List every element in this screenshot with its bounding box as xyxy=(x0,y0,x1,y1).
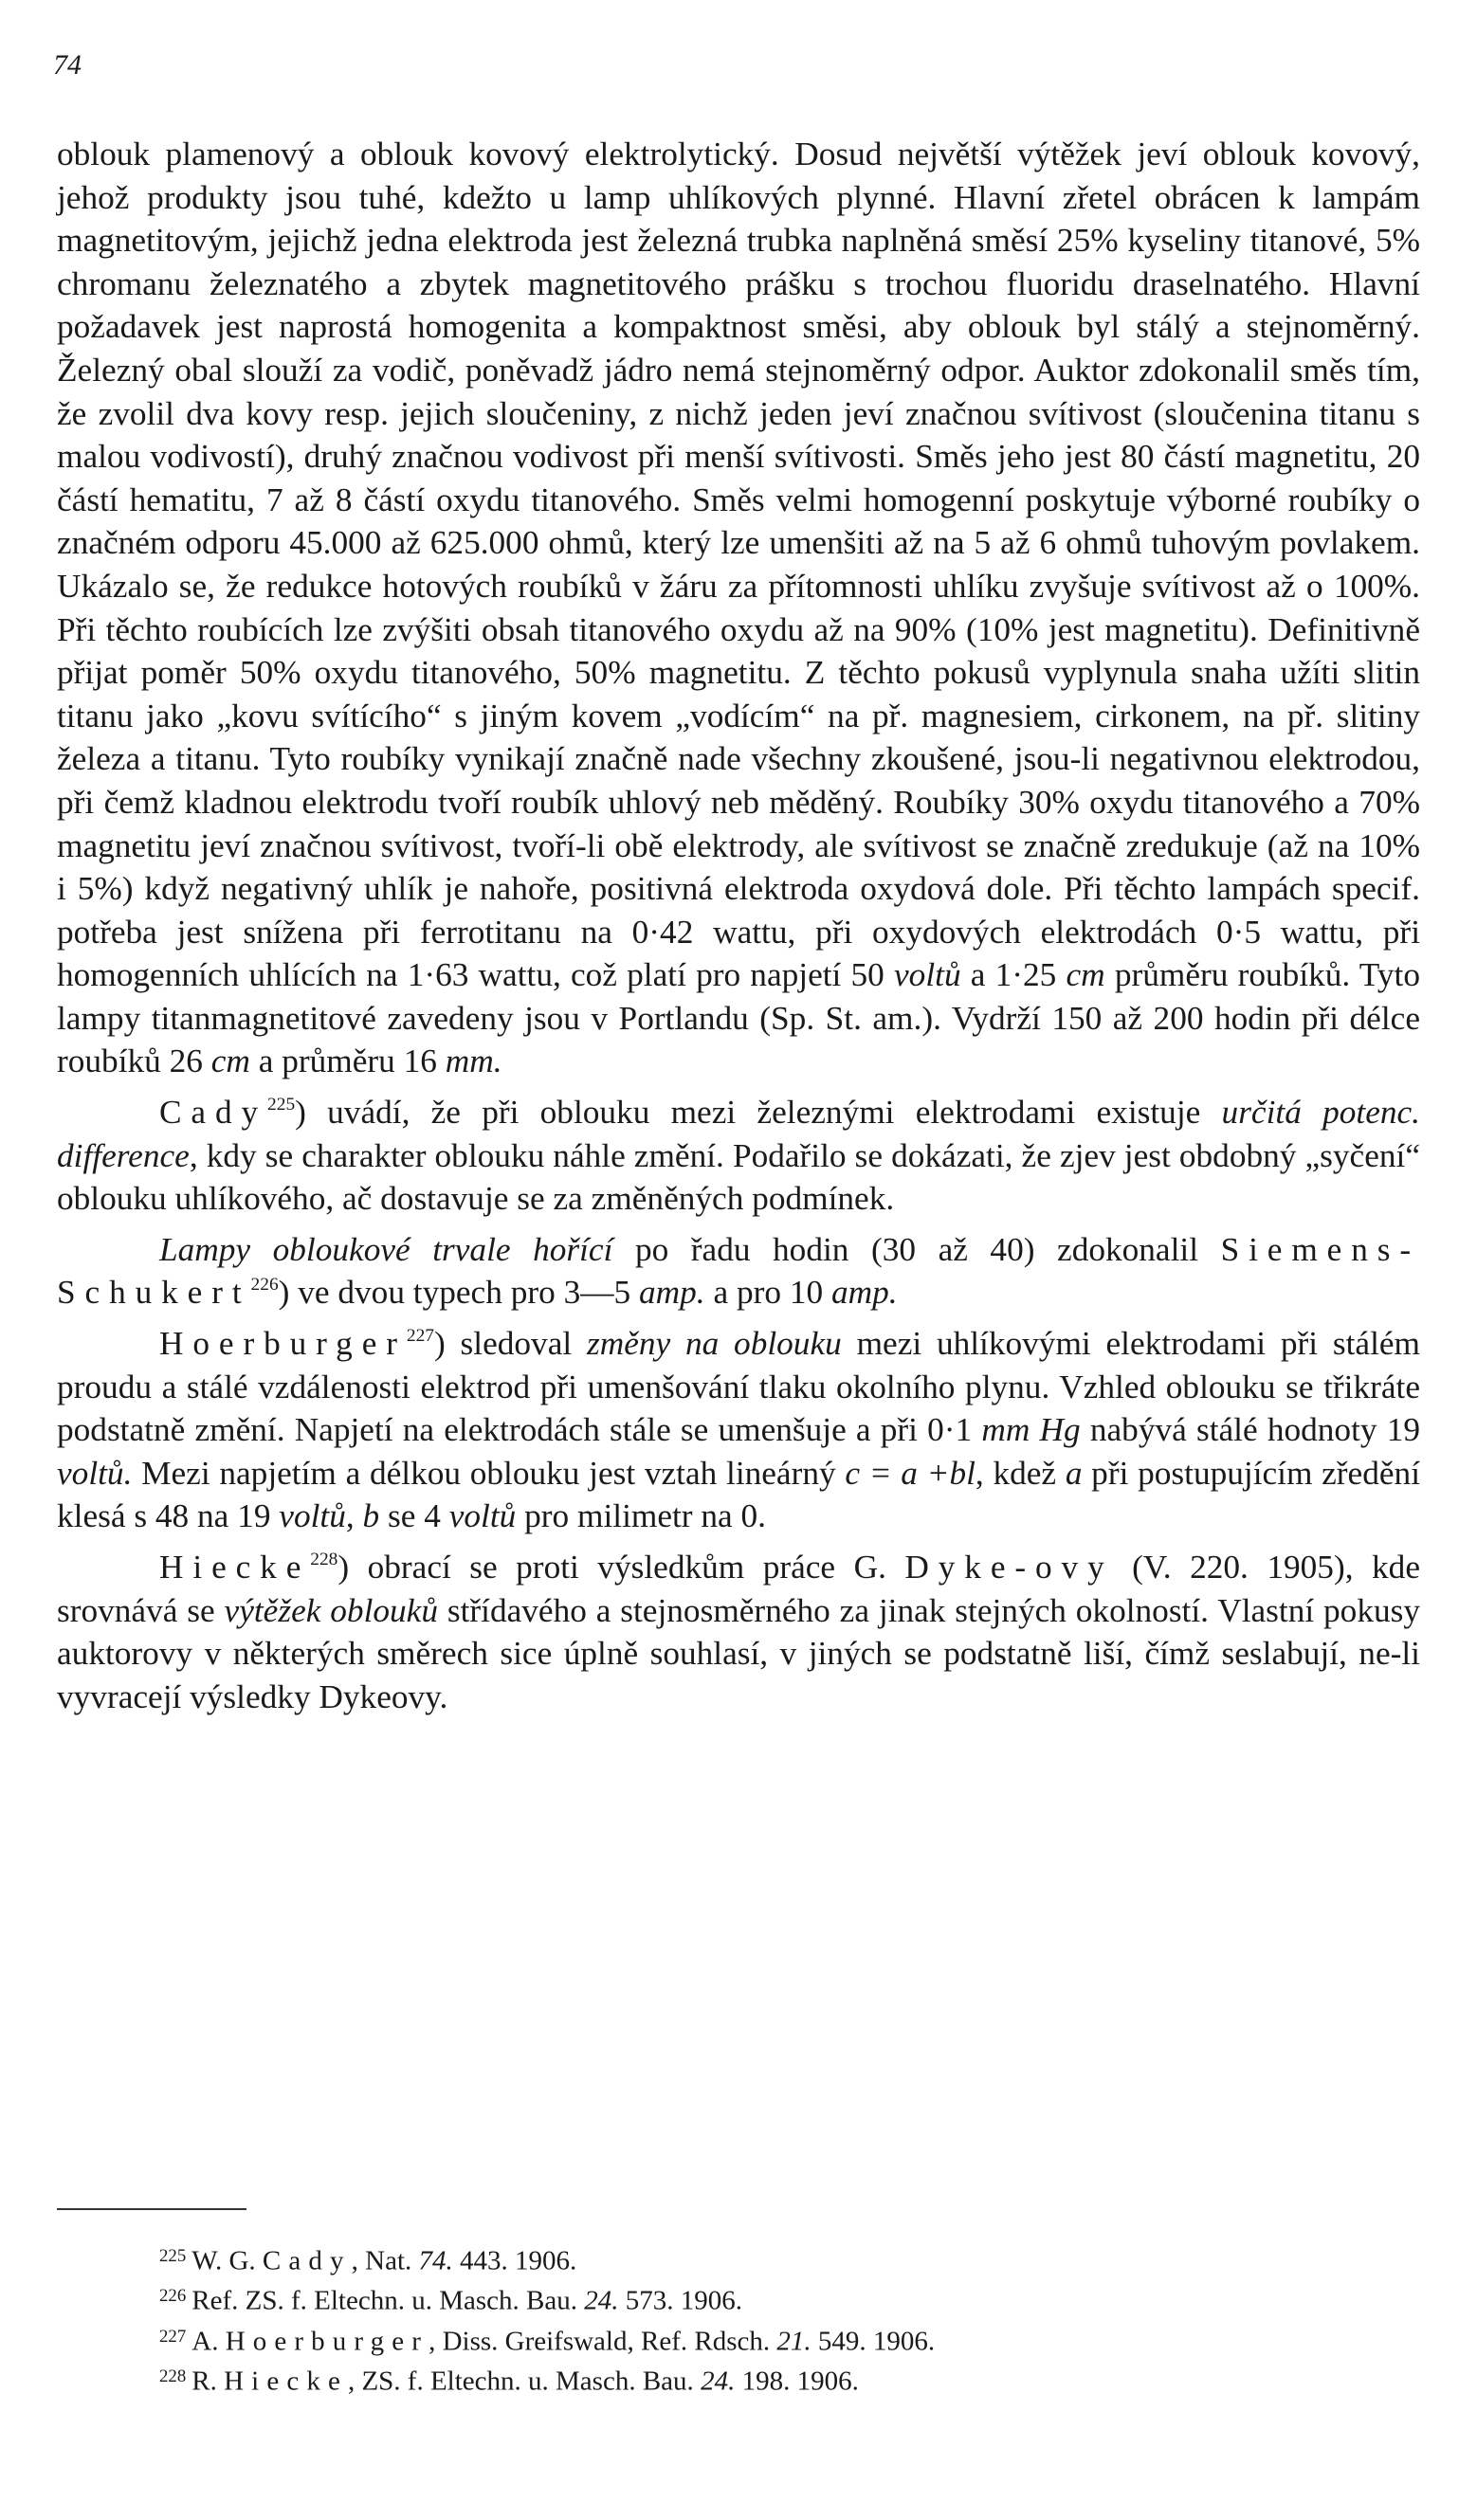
text-run: cm xyxy=(1066,956,1105,994)
text-run: Hoerburger xyxy=(159,1325,407,1363)
footnote-number: 227 xyxy=(159,2326,187,2347)
footnote-text xyxy=(191,2366,859,2397)
footnote-ref: 227 xyxy=(406,1326,434,1347)
text-run: 573. 1906. xyxy=(618,2285,742,2316)
text-run: R. xyxy=(191,2366,225,2397)
text-run: střídavého a stejnosměrného za jinak stejných okolností. Vlastní pokusy auktorovy v některých směrech sice úplně souhlasí, v jiných se podstatně liší, čímž seslabují, ne-li vyvracejí výsledky Dykeovy. xyxy=(57,1591,1421,1715)
text-run: nabývá stálé hodnoty 19 xyxy=(1080,1411,1420,1449)
text-run: Ref. ZS. f. Eltechn. u. Masch. Bau. xyxy=(191,2285,585,2316)
text-run: W. G. xyxy=(191,2245,263,2276)
footnote-text xyxy=(191,2326,935,2356)
text-run: amp. xyxy=(830,1274,898,1312)
text-run: 549. 1906. xyxy=(811,2326,936,2357)
text-run: Lampy obloukové trvale hořící xyxy=(159,1230,613,1268)
text-run: voltů. xyxy=(57,1454,133,1492)
text-run: Cady xyxy=(262,2245,352,2276)
paragraph xyxy=(57,1228,1420,1314)
text-run: voltů xyxy=(279,1497,346,1535)
text-run: změny na oblouku xyxy=(586,1325,842,1363)
text-run: voltů xyxy=(894,956,961,994)
footnote xyxy=(159,2239,1392,2278)
text-run: b xyxy=(362,1497,380,1535)
text-run: A. xyxy=(191,2326,226,2357)
paragraph xyxy=(57,1322,1420,1538)
text-run: 443. 1906. xyxy=(452,2245,577,2276)
text-run: 24. xyxy=(584,2285,619,2316)
footnote-number: 226 xyxy=(159,2286,187,2307)
text-run: mm. xyxy=(445,1042,502,1080)
text-run: mezi uhlíkovými elektrodami při stálém proudu a stálé vzdálenosti elektrod při umenšování tlaku okolního plynu. Vzhled oblouku se třikráte podstatně změní. Napjetí na elektrodách stále se umenšuje a při 0·1 xyxy=(57,1325,1421,1449)
text-run: oblouk plamenový a oblouk kovový elektrolytický. Dosud největší výtěžek jeví oblouk kovový, jehož produkty jsou tuhé, kdežto u lamp uhlíkových plynné. Hlavní zřetel obrácen k lampám magnetitovým, jejichž jedna elektroda jest železná trubka naplněná směsí 25% kyseliny titanové, 5% chromanu železnatého a zbytek magnetitového prášku s trochou fluoridu draselnatého. Hlavní požadavek jest naprostá homogenita a kompaktnost směsi, aby oblouk byl stálý a stejnoměrný. Železný obal slouží za vodič, poněvadž jádro nemá stejnoměrný odpor. Auktor zdokonalil směs tím, že zvolil dva kovy resp. jejich sloučeniny, z nichž jeden jeví značnou svítivost (sloučenina titanu s malou vodivostí), druhý značnou vodivost při menší svítivosti. Směs jeho jest 80 částí magnetitu, 20 částí hematitu, 7 až 8 částí oxydu titanového. Směs velmi homogenní poskytuje výborné roubíky o značném odporu 45.000 až 625.000 ohmů, který lze umenšiti až na 5 až 6 ohmů tuhovým povlakem. Ukázalo se, že redukce hotových roubíků v žáru za přítomnosti uhlíku zvyšuje svítivost až o 100%. Při těchto roubících lze zvýšiti obsah titanového oxydu až na 90% (10% jest magnetitu). Definitivně přijat poměr 50% oxydu titanového, 50% magnetitu. Z těchto pokusů vyplynula snaha užíti slitin titanu jako „kovu svítícího“ s jiným kovem „vodícím“ na př. magnesiem, cirkonem, na př. slitiny železa a titanu. Tyto roubíky vynikají značně nade všechny zkoušené, jsou-li negativnou elektrodou, při čemž kladnou elektrodu tvoří roubík uhlový neb měděný. Roubíky 30% oxydu titanového a 70% magnetitu jeví značnou svítivost, tvoří-li obě elektrody, ale svítivost se značně zredukuje (až na 10% i 5%) když negativný uhlík je nahoře, positivná elektroda oxydová dole. Při těchto lampách specif. potřeba jest snížena při ferrotitanu na 0·42 wattu, při oxydových elektrodách 0·5 wattu, při homogenních uhlících na 1·63 wattu, což platí pro napjetí 50 xyxy=(57,136,1420,994)
text-run: Mezi napjetím a délkou oblouku jest vztah lineárný xyxy=(132,1454,846,1492)
text-run: voltů xyxy=(448,1497,517,1535)
text-run: 198. 1906. xyxy=(735,2366,859,2397)
text-run: Hiecke xyxy=(159,1549,311,1586)
footnote-number: 228 xyxy=(159,2366,187,2387)
text-run: 74. xyxy=(418,2245,453,2276)
text-run: ) sledoval xyxy=(434,1325,587,1363)
text-run: c = a +bl xyxy=(845,1454,976,1492)
text-run: se 4 xyxy=(379,1497,449,1535)
body-text xyxy=(57,133,1420,1718)
text-run: při postupujícím zředění klesá s 48 na 19 xyxy=(57,1454,1420,1535)
text-run: pro milimetr na 0. xyxy=(516,1497,766,1535)
text-run: 21. xyxy=(776,2326,811,2357)
text-run: , kdež xyxy=(975,1454,1066,1492)
text-run: a 1·25 xyxy=(960,956,1067,994)
footnote-divider xyxy=(57,2208,246,2210)
footnote xyxy=(159,2278,1392,2318)
text-run: Siemens-Schukert xyxy=(57,1230,1420,1312)
text-run: ) uvádí, že při oblouku mezi železnými elektrodami existuje xyxy=(295,1094,1222,1132)
footnote-ref: 225 xyxy=(267,1095,296,1115)
text-run: (V. 220. 1905), kde srovnává se xyxy=(57,1549,1420,1629)
text-run: Cady xyxy=(159,1094,268,1132)
footnote-ref: 226 xyxy=(250,1275,279,1296)
text-run: 24. xyxy=(701,2366,736,2397)
text-run: a průměru 16 xyxy=(249,1042,446,1080)
text-run: a pro 10 xyxy=(704,1274,831,1312)
footnote-ref: 228 xyxy=(310,1550,338,1570)
paragraph xyxy=(57,133,1420,1083)
text-run: po řadu hodin (30 až 40) zdokonalil xyxy=(612,1230,1221,1268)
text-run: a xyxy=(1065,1454,1083,1492)
text-run: ) obrací se proti výsledkům práce G. xyxy=(337,1549,905,1586)
text-run: , Nat. xyxy=(351,2245,419,2276)
text-run: , xyxy=(345,1497,363,1535)
footnotes xyxy=(159,2239,1392,2400)
footnote xyxy=(159,2319,1392,2359)
paragraph xyxy=(57,1091,1420,1221)
text-run: Hiecke xyxy=(224,2366,348,2397)
text-run: , Diss. Greifswald, Ref. Rdsch. xyxy=(429,2326,777,2357)
text-run: Dyke-ovy xyxy=(904,1549,1114,1586)
text-run: výtěžek oblouků xyxy=(224,1591,438,1629)
paragraph xyxy=(57,1546,1420,1718)
text-run: Hoerburger xyxy=(225,2326,429,2357)
footnote-text xyxy=(191,2286,742,2316)
text-run: určitá potenc. difference xyxy=(57,1094,1421,1174)
text-run: amp. xyxy=(639,1274,705,1312)
text-run: mm Hg xyxy=(981,1411,1081,1449)
footnote xyxy=(159,2359,1392,2399)
text-run: ) ve dvou typech pro 3—5 xyxy=(278,1274,639,1312)
text-run: cm xyxy=(210,1042,250,1080)
footnote-text xyxy=(191,2245,576,2275)
text-run: průměru roubíků. Tyto lampy titanmagnetitové zavedeny jsou v Portlandu (Sp. St. am.). Vydrží 150 až 200 hodin při délce roubíků 26 xyxy=(57,956,1420,1080)
text-run: , ZS. f. Eltechn. u. Masch. Bau. xyxy=(347,2366,702,2397)
page-number: 74 xyxy=(53,49,82,81)
footnote-number: 225 xyxy=(159,2246,187,2266)
text-run: , kdy se charakter oblouku náhle změní. Podařilo se dokázati, že zjev jest obdobný „syčení“ oblouku uhlíkového, ač dostavuje se za změněných podmínek. xyxy=(57,1136,1420,1218)
